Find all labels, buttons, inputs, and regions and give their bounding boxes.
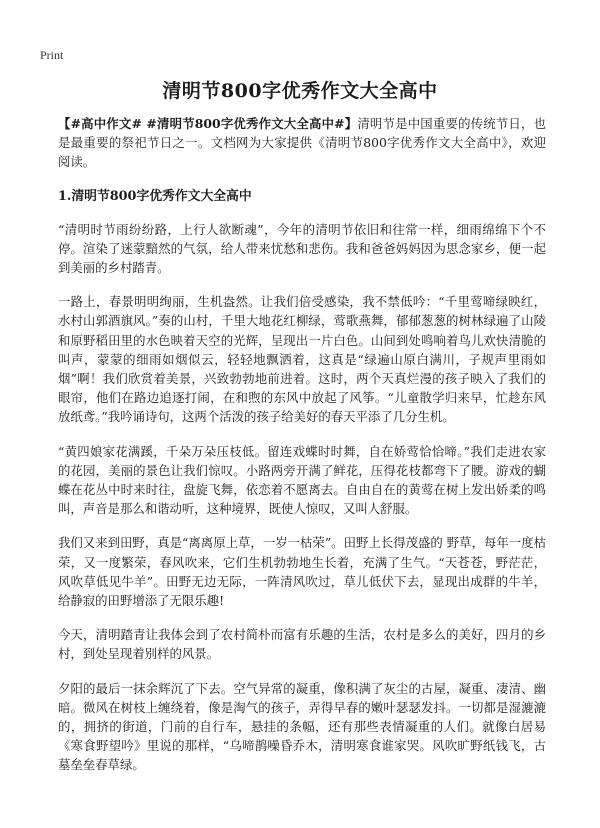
article-paragraph: “黄四娘家花满蹊，千朵万朵压枝低。留连戏蝶时时舞，自在娇莺恰恰啼。”我们走进农家的花园，美丽的景色让我们惊叹。小路两旁开满了鲜花，压得花枝都弯下了腰。游戏的蝴蝶在花丛中时来时往，盘旋飞舞，依恋着不愿离去。自由自在的黄莺在树上发出娇柔的鸣叫，声音是那么和谐动听，这种境界，既使人惊叹，又叫人舒服。 xyxy=(58,443,546,517)
print-label: Print xyxy=(40,48,64,62)
article-body xyxy=(58,114,546,790)
article-paragraph: 今天，清明踏青让我体会到了农村简朴而富有乐趣的生活，农村是多么的美好，四月的乡村，到处呈现着别样的风景。 xyxy=(58,627,546,662)
section-heading: 1.清明节800字优秀作文大全高中 xyxy=(58,188,252,204)
intro-text: 清明节是中国重要的传统节日，也是最重要的祭祀节日之一。文档网为大家提供《清明节800字优秀作文大全高中》，欢迎阅读。 xyxy=(58,116,546,170)
article-paragraph: 一路上，春景明明绚丽，生机盎然。让我们倍受感染，我不禁低吟：“千里莺啼绿映红，水村山郭酒旗风。”奏的山村，千里大地花红柳绿，莺歌燕舞，郁郁葱葱的树林绿遍了山陵和原野稻田里的水色映着天空的光辉，呈现出一片白色。山间到处鸣响着鸟儿欢快清脆的叫声，蒙蒙的细雨如烟似云，轻轻地飘洒着，这真是“绿遍山原白满川，子规声里雨如烟”啊！我们欣赏着美景，兴致勃勃地前进着。这时，两个天真烂漫的孩子映入了我们的眼帘，他们在路边追逐打闹，在和煦的东风中放起了风筝。“儿童散学归来早，忙趁东风放纸鸢。”我吟诵诗句，这两个活泼的孩子给美好的春天平添了几分生机。 xyxy=(58,294,546,425)
article-paragraph: “清明时节雨纷纷路，上行人欲断魂”，今年的清明节依旧和往常一样，细雨绵绵下个不停。渲染了迷蒙黯然的气氛，给人带来忧愁和悲伤。我和爸爸妈妈因为思念家乡，便一起到美丽的乡村踏青。 xyxy=(58,221,546,276)
article-paragraph: 夕阳的最后一抹余辉沉了下去。空气异常的凝重，像积满了灰尘的古屋，凝重、凄清、幽暗。微风在树枝上缠绕着，像是淘气的孩子，弄得早春的嫩叶瑟瑟发抖。一切都是湿漉漉的，拥挤的街道，门前的自行车，悬挂的条幅，还有那些表情凝重的人们。就像白居易《寒食野望吟》里说的那样，“乌啼鹊噪昏乔木，清明寒食谁家哭。风吹旷野纸钱飞，古墓垒垒春草绿。 xyxy=(58,680,546,773)
intro-tag: 【#高中作文# #清明节800字优秀作文大全高中#】 xyxy=(58,116,358,131)
article-paragraph: 我们又来到田野，真是“离离原上草，一岁一枯荣”。田野上长得茂盛的 野草，每年一度枯荣，又一度繁荣，春风吹来，它们生机勃勃地生长着，充满了生气。“天苍苍，野茫茫，风吹草低见牛羊”。田野无边无际，一阵清风吹过，草儿低伏下去，显现出成群的牛羊，给静寂的田野增添了无限乐趣! xyxy=(58,535,546,609)
intro-paragraph xyxy=(58,114,546,172)
page-title: 清明节800字优秀作文大全高中 xyxy=(162,80,438,102)
